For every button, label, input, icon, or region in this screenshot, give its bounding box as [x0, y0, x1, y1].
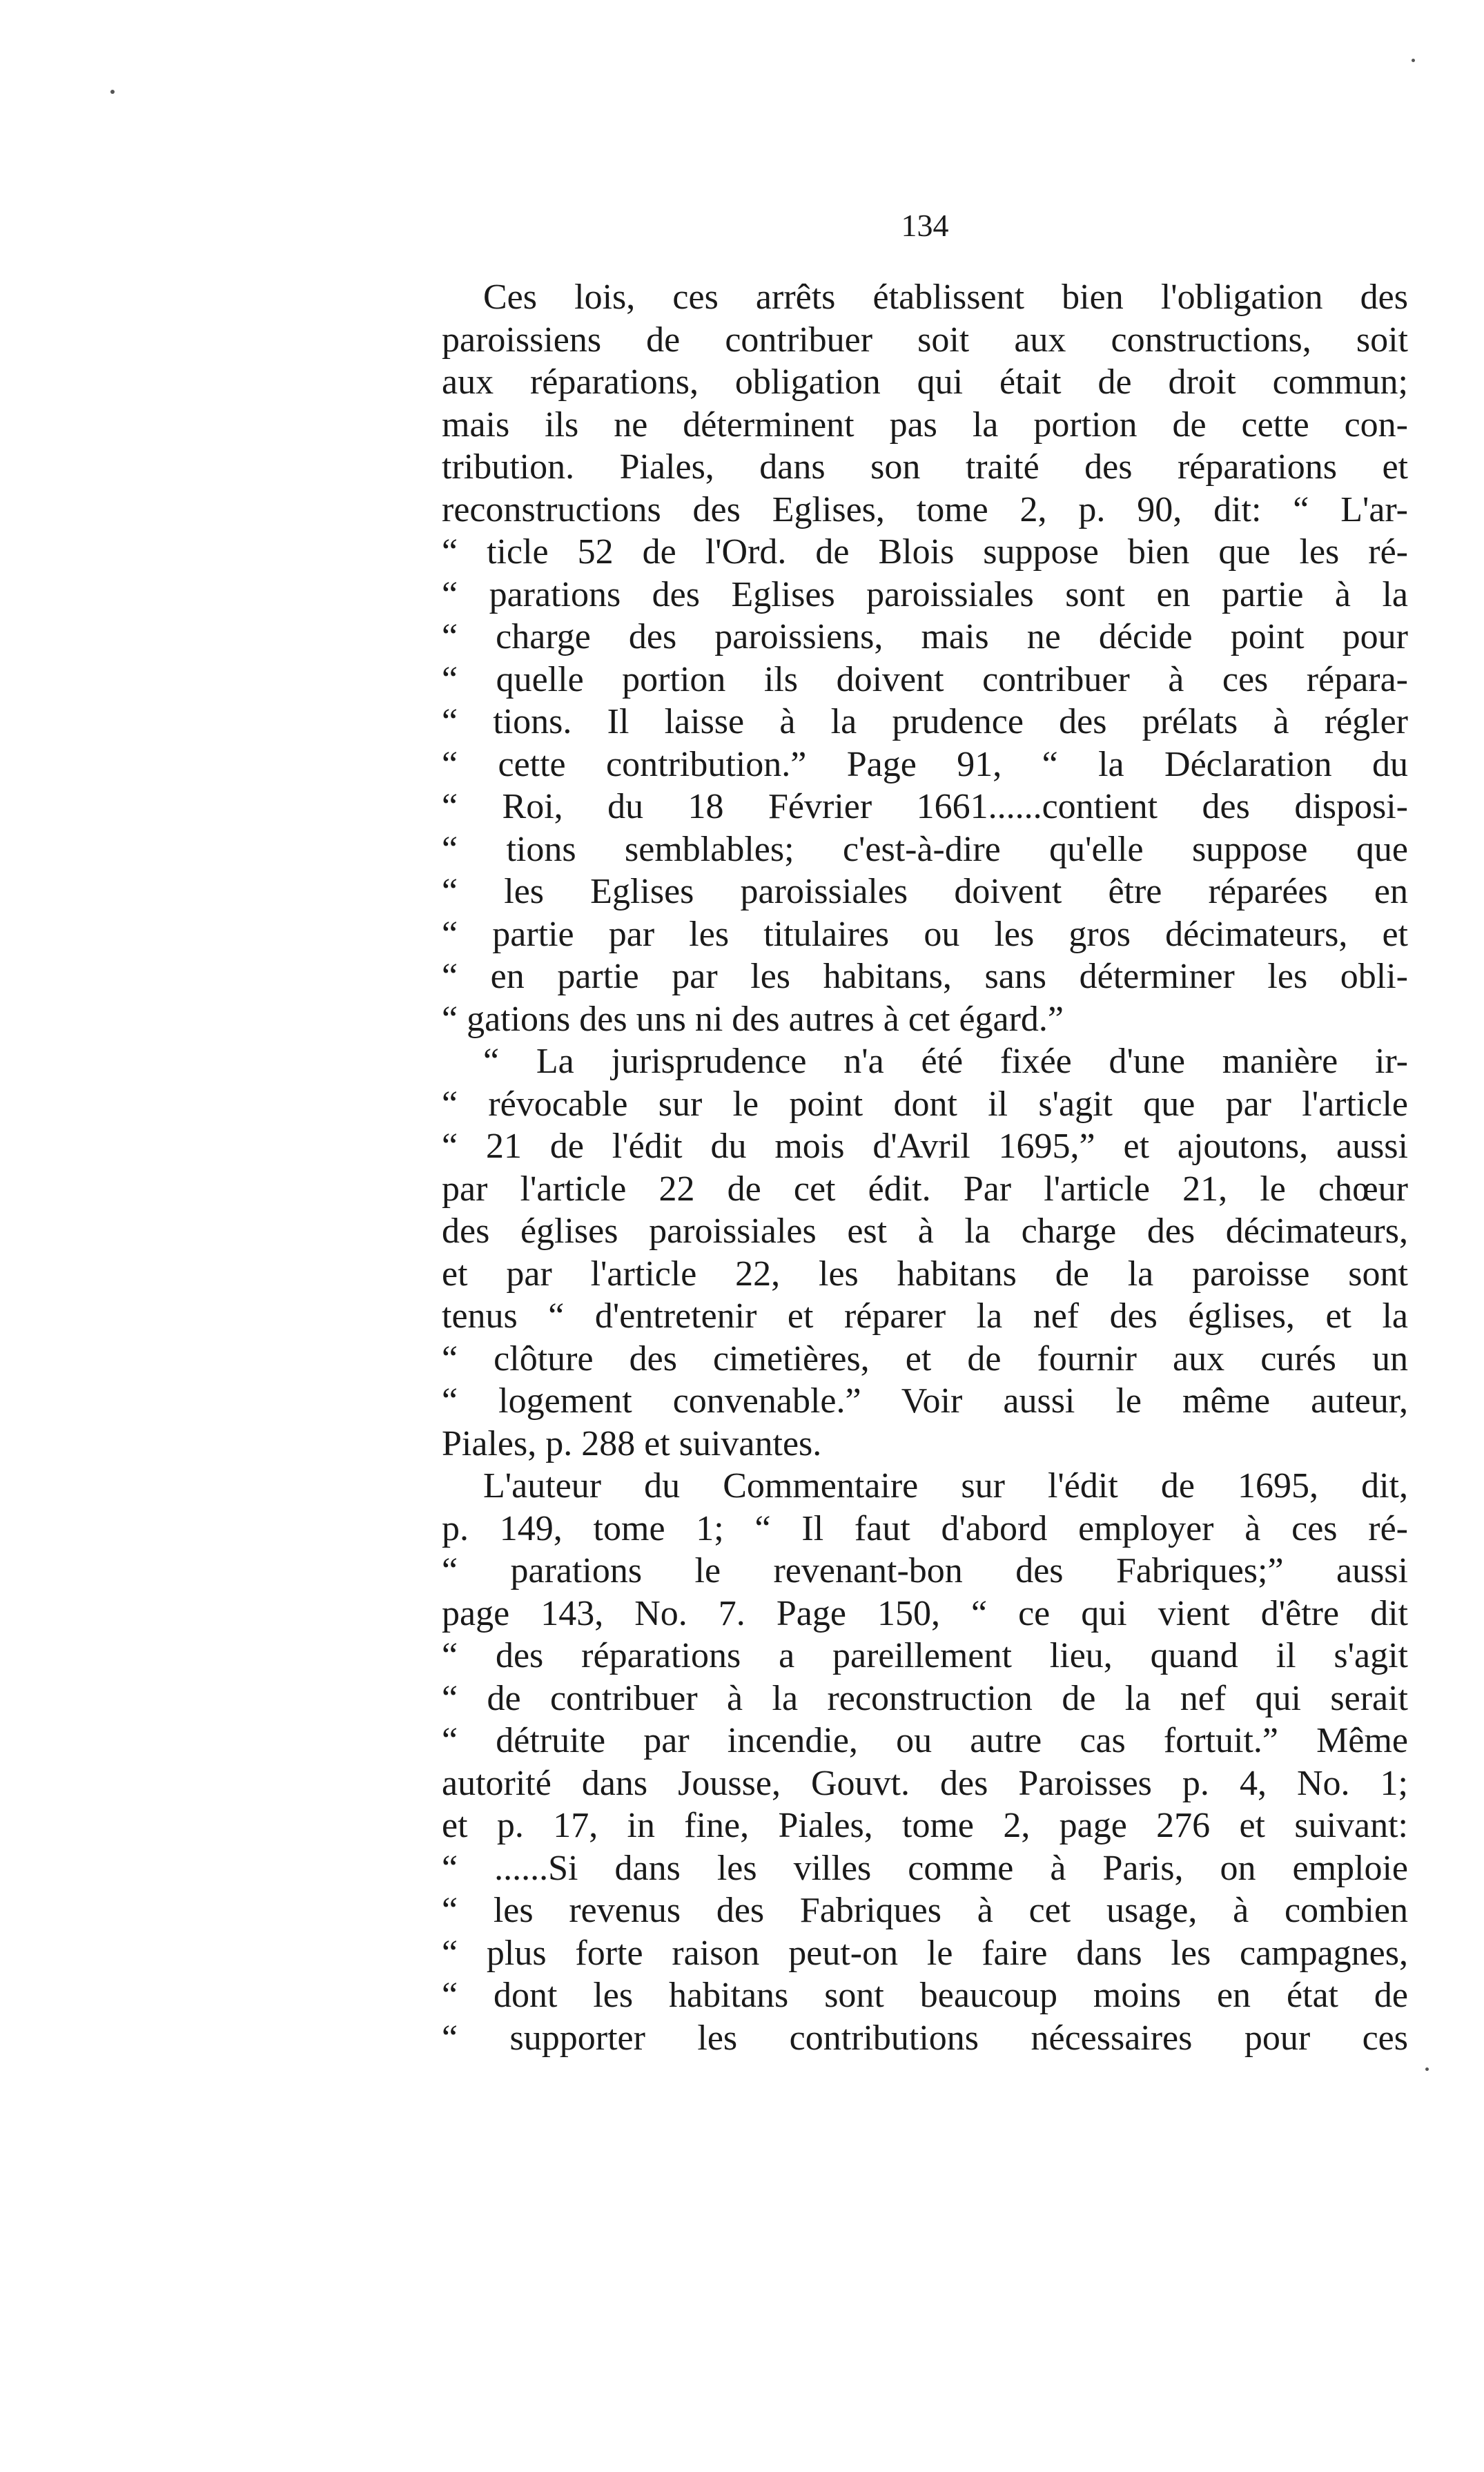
text-line: “ en partie par les habitans, sans déterminer les obli- [442, 957, 1408, 996]
scan-speck [1425, 2067, 1429, 2071]
text-line: “ cette contribution.” Page 91, “ la Déclaration du [442, 744, 1408, 784]
text-line: tribution. Piales, dans son traité des réparations et [442, 447, 1408, 487]
text-line: “ de contribuer à la reconstruction de la nef qui serait [442, 1678, 1408, 1718]
text-line: aux réparations, obligation qui était de droit commun; [442, 362, 1408, 402]
text-line: des églises paroissiales est à la charge des décimateurs, [442, 1211, 1408, 1251]
text-line: “ gations des uns ni des autres à cet égard.” [442, 999, 1064, 1039]
text-line: reconstructions des Eglises, tome 2, p. 90, dit: “ L'ar- [442, 489, 1408, 529]
text-line: “ tions semblables; c'est-à-dire qu'elle suppose que [442, 829, 1408, 869]
text-line: “ parations le revenant-bon des Fabriques;” aussi [442, 1551, 1408, 1590]
text-line: “ quelle portion ils doivent contribuer à ces répara- [442, 659, 1408, 699]
text-line: et par l'article 22, les habitans de la paroisse sont [442, 1254, 1408, 1294]
text-line: par l'article 22 de cet édit. Par l'article 21, le chœur [442, 1169, 1408, 1209]
text-line: “ Roi, du 18 Février 1661......contient des disposi- [442, 787, 1408, 826]
text-line: “ tions. Il laisse à la prudence des prélats à régler [442, 702, 1408, 741]
text-line: “ charge des paroissiens, mais ne décide point pour [442, 617, 1408, 656]
text-line: “ plus forte raison peut-on le faire dans les campagnes, [442, 1933, 1408, 1973]
text-line: “ ticle 52 de l'Ord. de Blois suppose bien que les ré- [442, 532, 1408, 572]
text-line: tenus “ d'entretenir et réparer la nef des églises, et la [442, 1296, 1408, 1336]
text-line: p. 149, tome 1; “ Il faut d'abord employer à ces ré- [442, 1508, 1408, 1548]
text-line: page 143, No. 7. Page 150, “ ce qui vient d'être dit [442, 1593, 1408, 1633]
text-line: “ La jurisprudence n'a été fixée d'une manière ir- [483, 1042, 1408, 1081]
text-line: “ les Eglises paroissiales doivent être réparées en [442, 872, 1408, 911]
text-line: “ 21 de l'édit du mois d'Avril 1695,” et ajoutons, aussi [442, 1127, 1408, 1166]
text-line: L'auteur du Commentaire sur l'édit de 1695, dit, [483, 1466, 1408, 1506]
scan-speck [1412, 59, 1415, 62]
text-line: Piales, p. 288 et suivantes. [442, 1423, 822, 1463]
text-line: “ détruite par incendie, ou autre cas fortuit.” Même [442, 1721, 1408, 1760]
text-line: “ des réparations a pareillement lieu, quand il s'agit [442, 1636, 1408, 1675]
text-line: “ clôture des cimetières, et de fournir aux curés un [442, 1339, 1408, 1379]
text-line: et p. 17, in fine, Piales, tome 2, page 276 et suivant: [442, 1806, 1408, 1845]
text-line: Ces lois, ces arrêts établissent bien l'obligation des [483, 278, 1408, 317]
text-line: paroissiens de contribuer soit aux constructions, soit [442, 320, 1408, 360]
page-number: 134 [901, 208, 949, 243]
text-line: “ parations des Eglises paroissiales sont en partie à la [442, 574, 1408, 614]
text-line: “ ......Si dans les villes comme à Paris, on emploie [442, 1848, 1408, 1888]
text-line: “ supporter les contributions nécessaires pour ces [442, 2018, 1408, 2058]
text-line: “ les revenus des Fabriques à cet usage, à combien [442, 1891, 1408, 1930]
body-text [442, 276, 1408, 2059]
text-line: mais ils ne déterminent pas la portion de cette con- [442, 405, 1408, 445]
text-line: “ logement convenable.” Voir aussi le même auteur, [442, 1381, 1408, 1421]
text-line: autorité dans Jousse, Gouvt. des Paroisses p. 4, No. 1; [442, 1763, 1408, 1803]
text-line: “ partie par les titulaires ou les gros décimateurs, et [442, 914, 1408, 954]
scan-speck [110, 90, 115, 94]
text-line: “ révocable sur le point dont il s'agit que par l'article [442, 1084, 1408, 1124]
text-line: “ dont les habitans sont beaucoup moins en état de [442, 1976, 1408, 2015]
